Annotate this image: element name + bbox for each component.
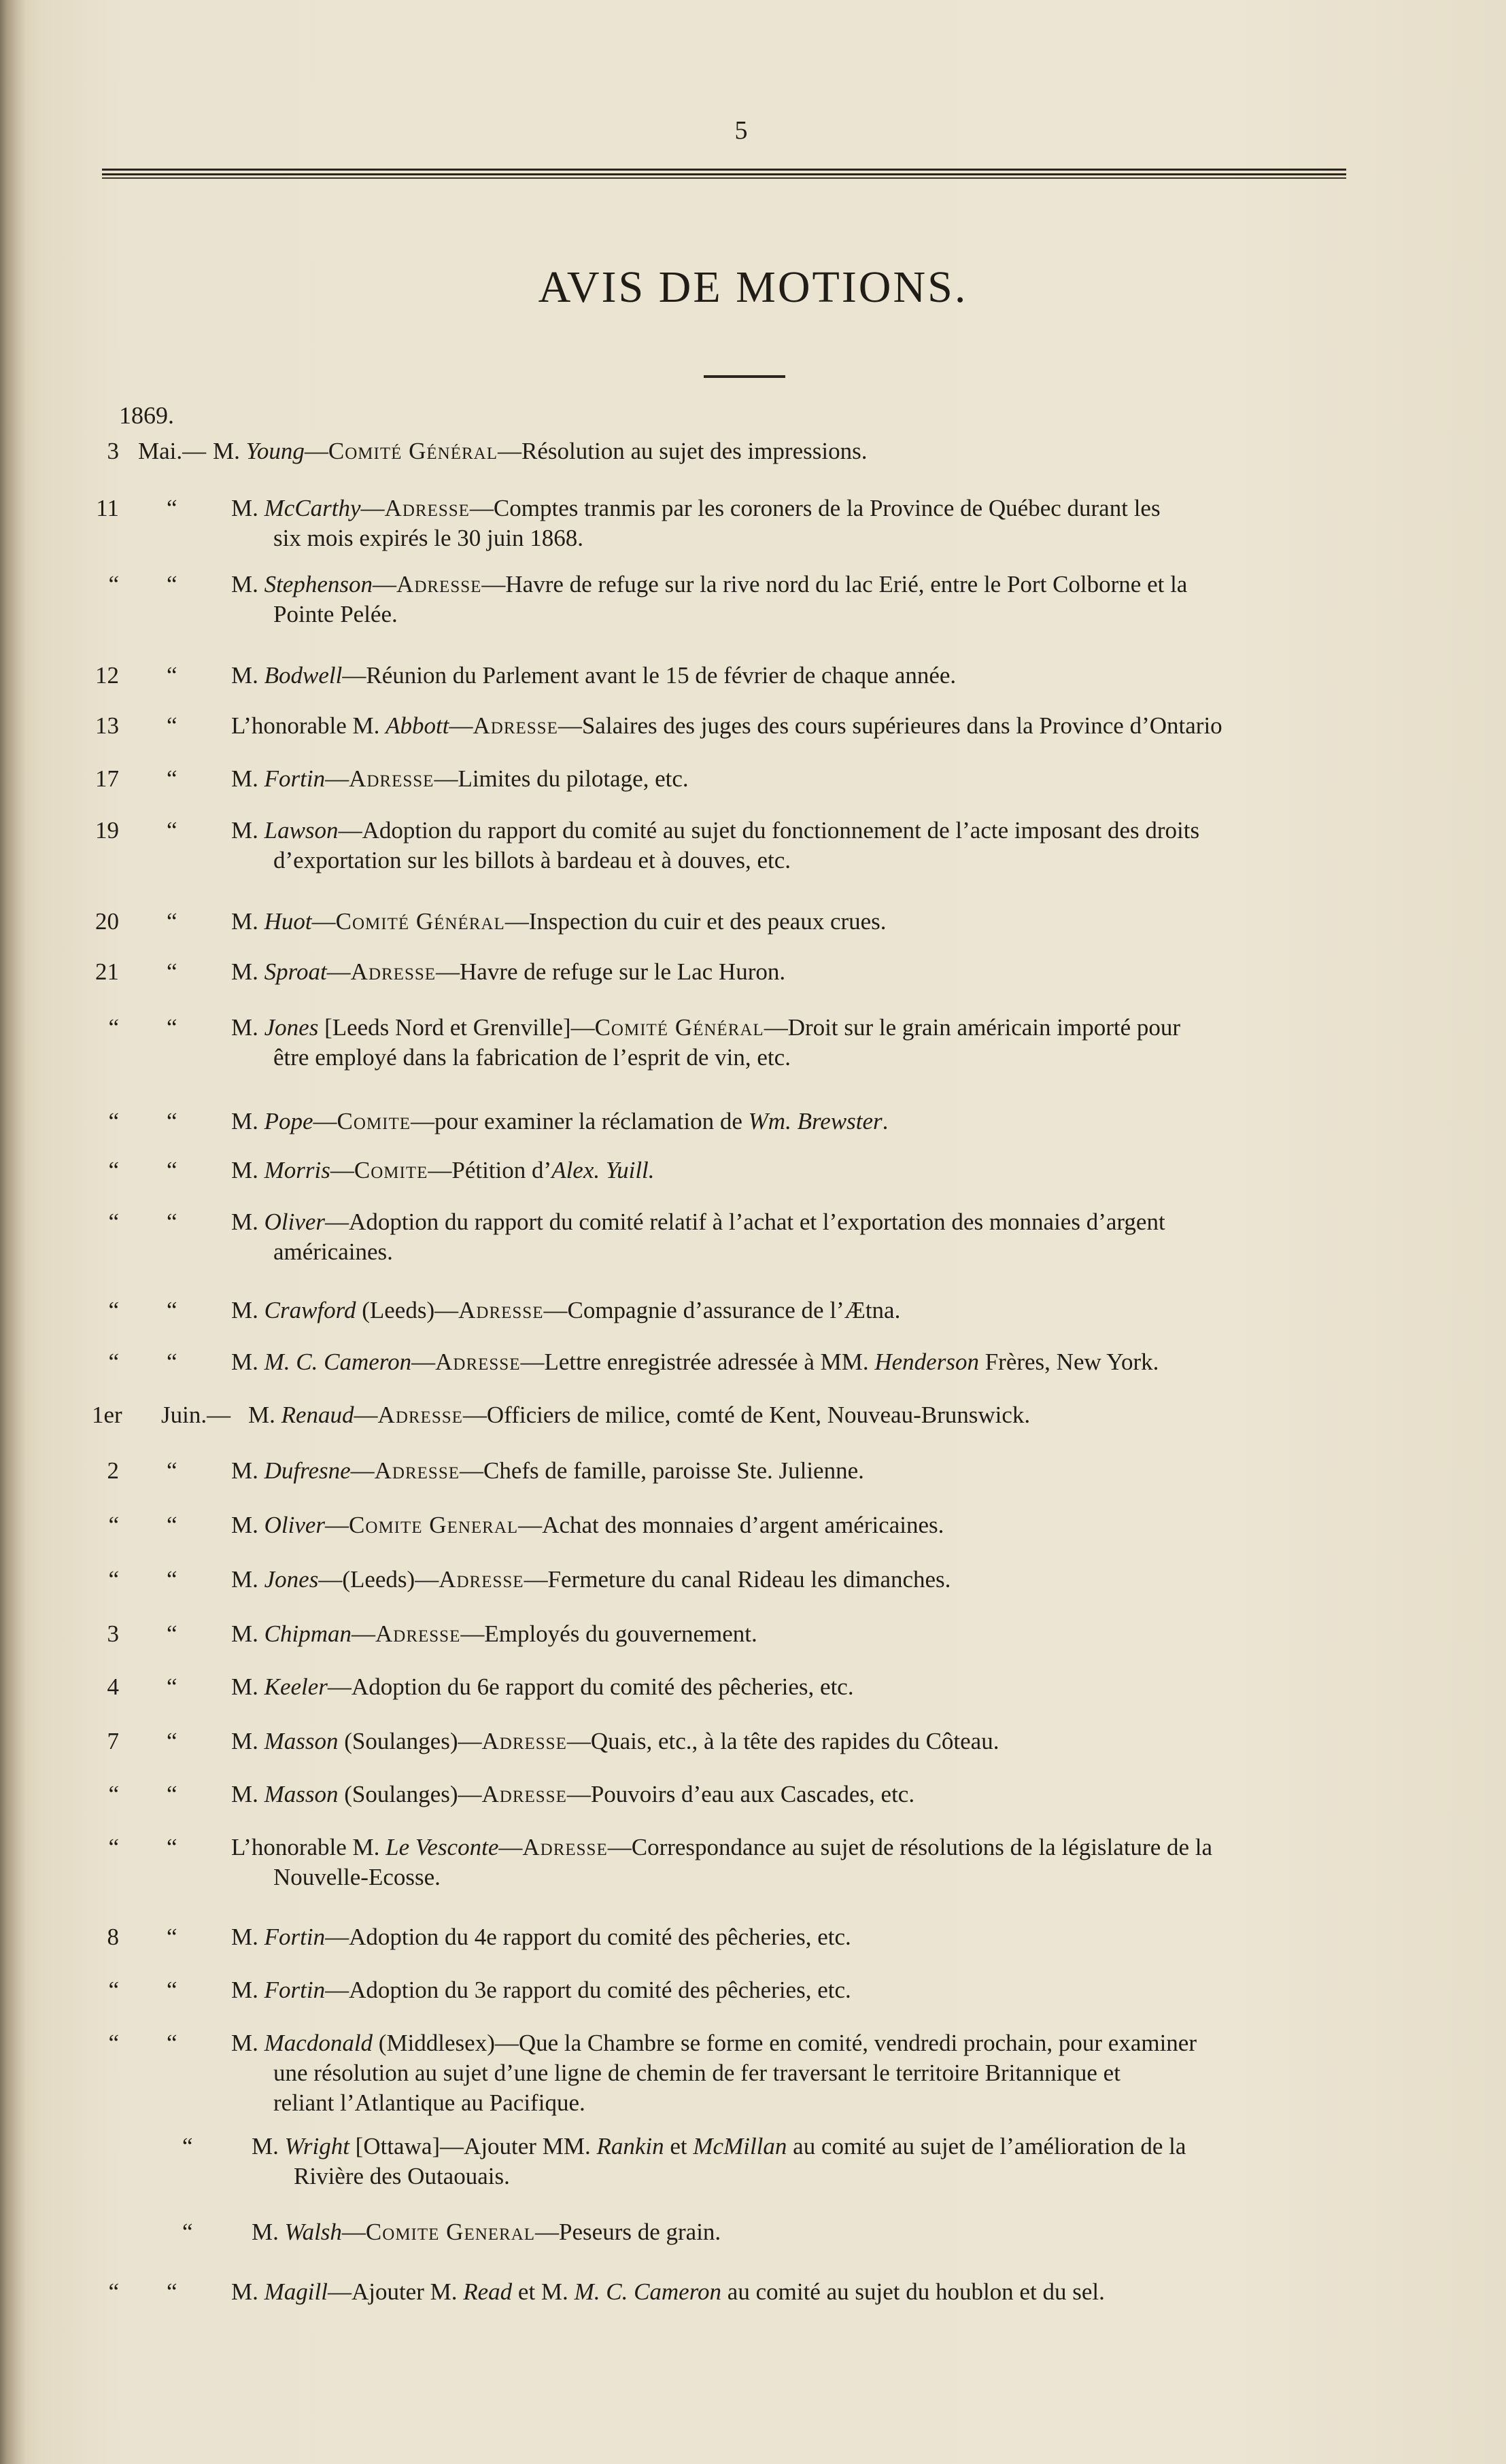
motion-line: M. Magill—Ajouter M. Read et M. M. C. Cameron au comité au sujet du houblon et du sel. — [231, 2278, 1105, 2305]
motion-line: M. M. C. Cameron—Adresse—Lettre enregistrée adressée à MM. Henderson Frères, New York. — [231, 1349, 1159, 1375]
motion-text — [231, 1207, 1404, 1267]
motion-text — [231, 1296, 1404, 1325]
motion-text — [231, 1922, 1404, 1952]
motion-month: “ — [167, 1108, 177, 1134]
motion-month: “ — [167, 1209, 177, 1235]
motion-month: “ — [167, 1014, 177, 1041]
header-double-rule — [102, 169, 1346, 179]
motion-continuation-line: américaines. — [273, 1238, 393, 1265]
motion-month: “ — [167, 1157, 177, 1183]
motion-month: “ — [167, 712, 177, 739]
motion-text — [231, 1833, 1404, 1892]
motion-month: “ — [167, 1834, 177, 1860]
motion-line: M. Chipman—Adresse—Employés du gouvernement. — [231, 1620, 757, 1647]
motion-line: M. Masson (Soulanges)—Adresse—Pouvoirs d’eau aux Cascades, etc. — [231, 1781, 915, 1807]
motion-day: 8 — [107, 1924, 119, 1950]
page-number: 5 — [734, 116, 748, 145]
motion-line: M. McCarthy—Adresse—Comptes tranmis par les coroners de la Province de Québec durant les — [231, 495, 1161, 521]
motion-day: “ — [108, 1297, 119, 1323]
motion-text — [231, 1780, 1404, 1809]
motion-line: M. Keeler—Adoption du 6e rapport du comité des pêcheries, etc. — [231, 1673, 854, 1700]
motion-day: 1er — [92, 1402, 122, 1428]
motion-month: “ — [167, 1349, 177, 1375]
motion-continuation-line: d’exportation sur les billots à bardeau et à douves, etc. — [273, 847, 791, 873]
motion-month: “ — [167, 1977, 177, 2003]
motion-month: “ — [167, 817, 177, 844]
motion-day: “ — [108, 2278, 119, 2305]
motion-text — [231, 493, 1404, 553]
motion-line: M. Jones—(Leeds)—Adresse—Fermeture du canal Rideau les dimanches. — [231, 1566, 951, 1593]
motion-line: M. Pope—Comite—pour examiner la réclamation de Wm. Brewster. — [231, 1108, 889, 1134]
motion-continuation-line: être employé dans la fabrication de l’esprit de vin, etc. — [273, 1044, 791, 1071]
motion-day: 11 — [96, 495, 119, 521]
motion-text — [248, 1400, 1404, 1430]
motion-text — [231, 1347, 1404, 1377]
motion-month: “ — [167, 908, 177, 935]
motion-text — [231, 1510, 1404, 1540]
motion-continuation-line: une résolution au sujet d’une ligne de chemin de fer traversant le territoire Britannique et — [273, 2060, 1120, 2086]
motion-day: “ — [108, 1977, 119, 2003]
motion-month: “ — [182, 2133, 193, 2159]
motion-day: “ — [108, 1512, 119, 1538]
motion-month: “ — [167, 1924, 177, 1950]
motion-day: “ — [108, 1209, 119, 1235]
motion-line: M. Fortin—Adoption du 4e rapport du comité des pêcheries, etc. — [231, 1924, 851, 1950]
motion-text — [231, 907, 1404, 937]
motion-month: “ — [167, 1512, 177, 1538]
motion-day: “ — [108, 1781, 119, 1807]
motion-month: “ — [167, 1781, 177, 1807]
motion-line: M. Renaud—Adresse—Officiers de milice, comté de Kent, Nouveau-Brunswick. — [248, 1402, 1031, 1428]
motion-line: M. Fortin—Adresse—Limites du pilotage, etc. — [231, 765, 689, 792]
motion-month: “ — [167, 1620, 177, 1647]
motion-month: “ — [167, 958, 177, 985]
motion-month: “ — [167, 571, 177, 597]
motion-text — [231, 1013, 1404, 1073]
motion-day: 3 — [107, 1620, 119, 1647]
motion-day: 17 — [95, 765, 119, 792]
motion-day: “ — [108, 1349, 119, 1375]
motion-day: 13 — [95, 712, 119, 739]
motion-continuation-line: Rivière des Outaouais. — [294, 2163, 510, 2189]
motion-month: “ — [167, 765, 177, 792]
motion-line: M. Morris—Comite—Pétition d’Alex. Yuill. — [231, 1157, 655, 1183]
motion-day: “ — [108, 2030, 119, 2056]
motion-text — [231, 1975, 1404, 2005]
motion-line: M. Masson (Soulanges)—Adresse—Quais, etc., à la tête des rapides du Côteau. — [231, 1728, 999, 1754]
motion-month: “ — [167, 1728, 177, 1754]
motion-text — [231, 1726, 1404, 1756]
motion-day: “ — [108, 1157, 119, 1183]
page-binding-shadow — [0, 0, 26, 2464]
motion-line: M. Stephenson—Adresse—Havre de refuge sur la rive nord du lac Erié, entre le Port Colborne et la — [231, 571, 1188, 597]
motion-text — [231, 1619, 1404, 1649]
motion-text — [231, 711, 1404, 741]
motion-month: “ — [167, 662, 177, 689]
motion-line: M. Young—Comité Général—Résolution au sujet des impressions. — [213, 438, 868, 464]
motion-month: “ — [167, 1457, 177, 1484]
motion-line: M. Bodwell—Réunion du Parlement avant le 15 de février de chaque année. — [231, 662, 957, 689]
motion-line: M. Sproat—Adresse—Havre de refuge sur le Lac Huron. — [231, 958, 786, 985]
motion-month: “ — [167, 1673, 177, 1700]
motion-day: “ — [108, 1108, 119, 1134]
motion-month: “ — [167, 2278, 177, 2305]
motion-day: 12 — [95, 662, 119, 689]
motion-day: 21 — [95, 958, 119, 985]
motion-text — [231, 1107, 1404, 1136]
motion-line: M. Jones [Leeds Nord et Grenville]—Comité Général—Droit sur le grain américain importé pour — [231, 1014, 1181, 1041]
motion-line: M. Crawford (Leeds)—Adresse—Compagnie d’assurance de l’Ætna. — [231, 1297, 901, 1323]
motion-text — [231, 2028, 1404, 2118]
motion-text — [231, 957, 1404, 987]
motion-day: 19 — [95, 817, 119, 844]
motion-text — [231, 2277, 1404, 2307]
motion-continuation-line: Pointe Pelée. — [273, 601, 398, 627]
motion-text — [231, 1565, 1404, 1595]
motion-text — [231, 1672, 1404, 1702]
motion-day: “ — [108, 1566, 119, 1593]
motion-day: “ — [108, 1834, 119, 1860]
motion-line: M. Macdonald (Middlesex)—Que la Chambre se forme en comité, vendredi prochain, pour examiner — [231, 2030, 1197, 2056]
motion-text — [213, 436, 1404, 466]
motion-line: L’honorable M. Le Vesconte—Adresse—Correspondance au sujet de résolutions de la législature de la — [231, 1834, 1213, 1860]
motion-text — [231, 1156, 1404, 1185]
motion-day: 4 — [107, 1673, 119, 1700]
motion-text — [231, 764, 1404, 794]
motion-line: M. Dufresne—Adresse—Chefs de famille, paroisse Ste. Julienne. — [231, 1457, 864, 1484]
motion-day: 2 — [107, 1457, 119, 1484]
motion-text — [252, 2217, 1404, 2247]
motion-day: 7 — [107, 1728, 119, 1754]
motion-month: Mai.— — [138, 438, 207, 464]
motion-month: Juin.— — [161, 1402, 231, 1428]
motion-day: “ — [108, 571, 119, 597]
motion-month: “ — [167, 495, 177, 521]
motion-month: “ — [167, 1566, 177, 1593]
motion-line: M. Oliver—Comite General—Achat des monnaies d’argent américaines. — [231, 1512, 944, 1538]
motion-line: M. Lawson—Adoption du rapport du comité au sujet du fonctionnement de l’acte imposant des droits — [231, 817, 1200, 844]
motion-day: “ — [108, 1014, 119, 1041]
page-title: AVIS DE MOTIONS. — [538, 262, 968, 312]
motion-line: L’honorable M. Abbott—Adresse—Salaires des juges des cours supérieures dans la Province d’Ontario — [231, 712, 1222, 739]
motion-month: “ — [182, 2219, 193, 2245]
motion-continuation-line: reliant l’Atlantique au Pacifique. — [273, 2089, 585, 2116]
motion-text — [231, 1456, 1404, 1486]
motion-text — [231, 816, 1404, 875]
motion-line: M. Wright [Ottawa]—Ajouter MM. Rankin et McMillan au comité au sujet de l’amélioration de la — [252, 2133, 1186, 2159]
motion-line: M. Fortin—Adoption du 3e rapport du comité des pêcheries, etc. — [231, 1977, 851, 2003]
motion-day: 3 — [107, 438, 119, 464]
motion-month: “ — [167, 1297, 177, 1323]
motion-month: “ — [167, 2030, 177, 2056]
title-underline — [704, 375, 785, 378]
motion-line: M. Oliver—Adoption du rapport du comité relatif à l’achat et l’exportation des monnaies d’argent — [231, 1209, 1165, 1235]
motion-line: M. Huot—Comité Général—Inspection du cuir et des peaux crues. — [231, 908, 887, 935]
motion-day: 20 — [95, 908, 119, 935]
motion-text — [252, 2132, 1404, 2191]
year-label: 1869. — [119, 402, 174, 429]
motion-text — [231, 570, 1404, 629]
motion-text — [231, 661, 1404, 691]
motion-line: M. Walsh—Comite General—Peseurs de grain. — [252, 2219, 721, 2245]
motion-continuation-line: Nouvelle-Ecosse. — [273, 1864, 441, 1890]
motion-continuation-line: six mois expirés le 30 juin 1868. — [273, 525, 583, 551]
